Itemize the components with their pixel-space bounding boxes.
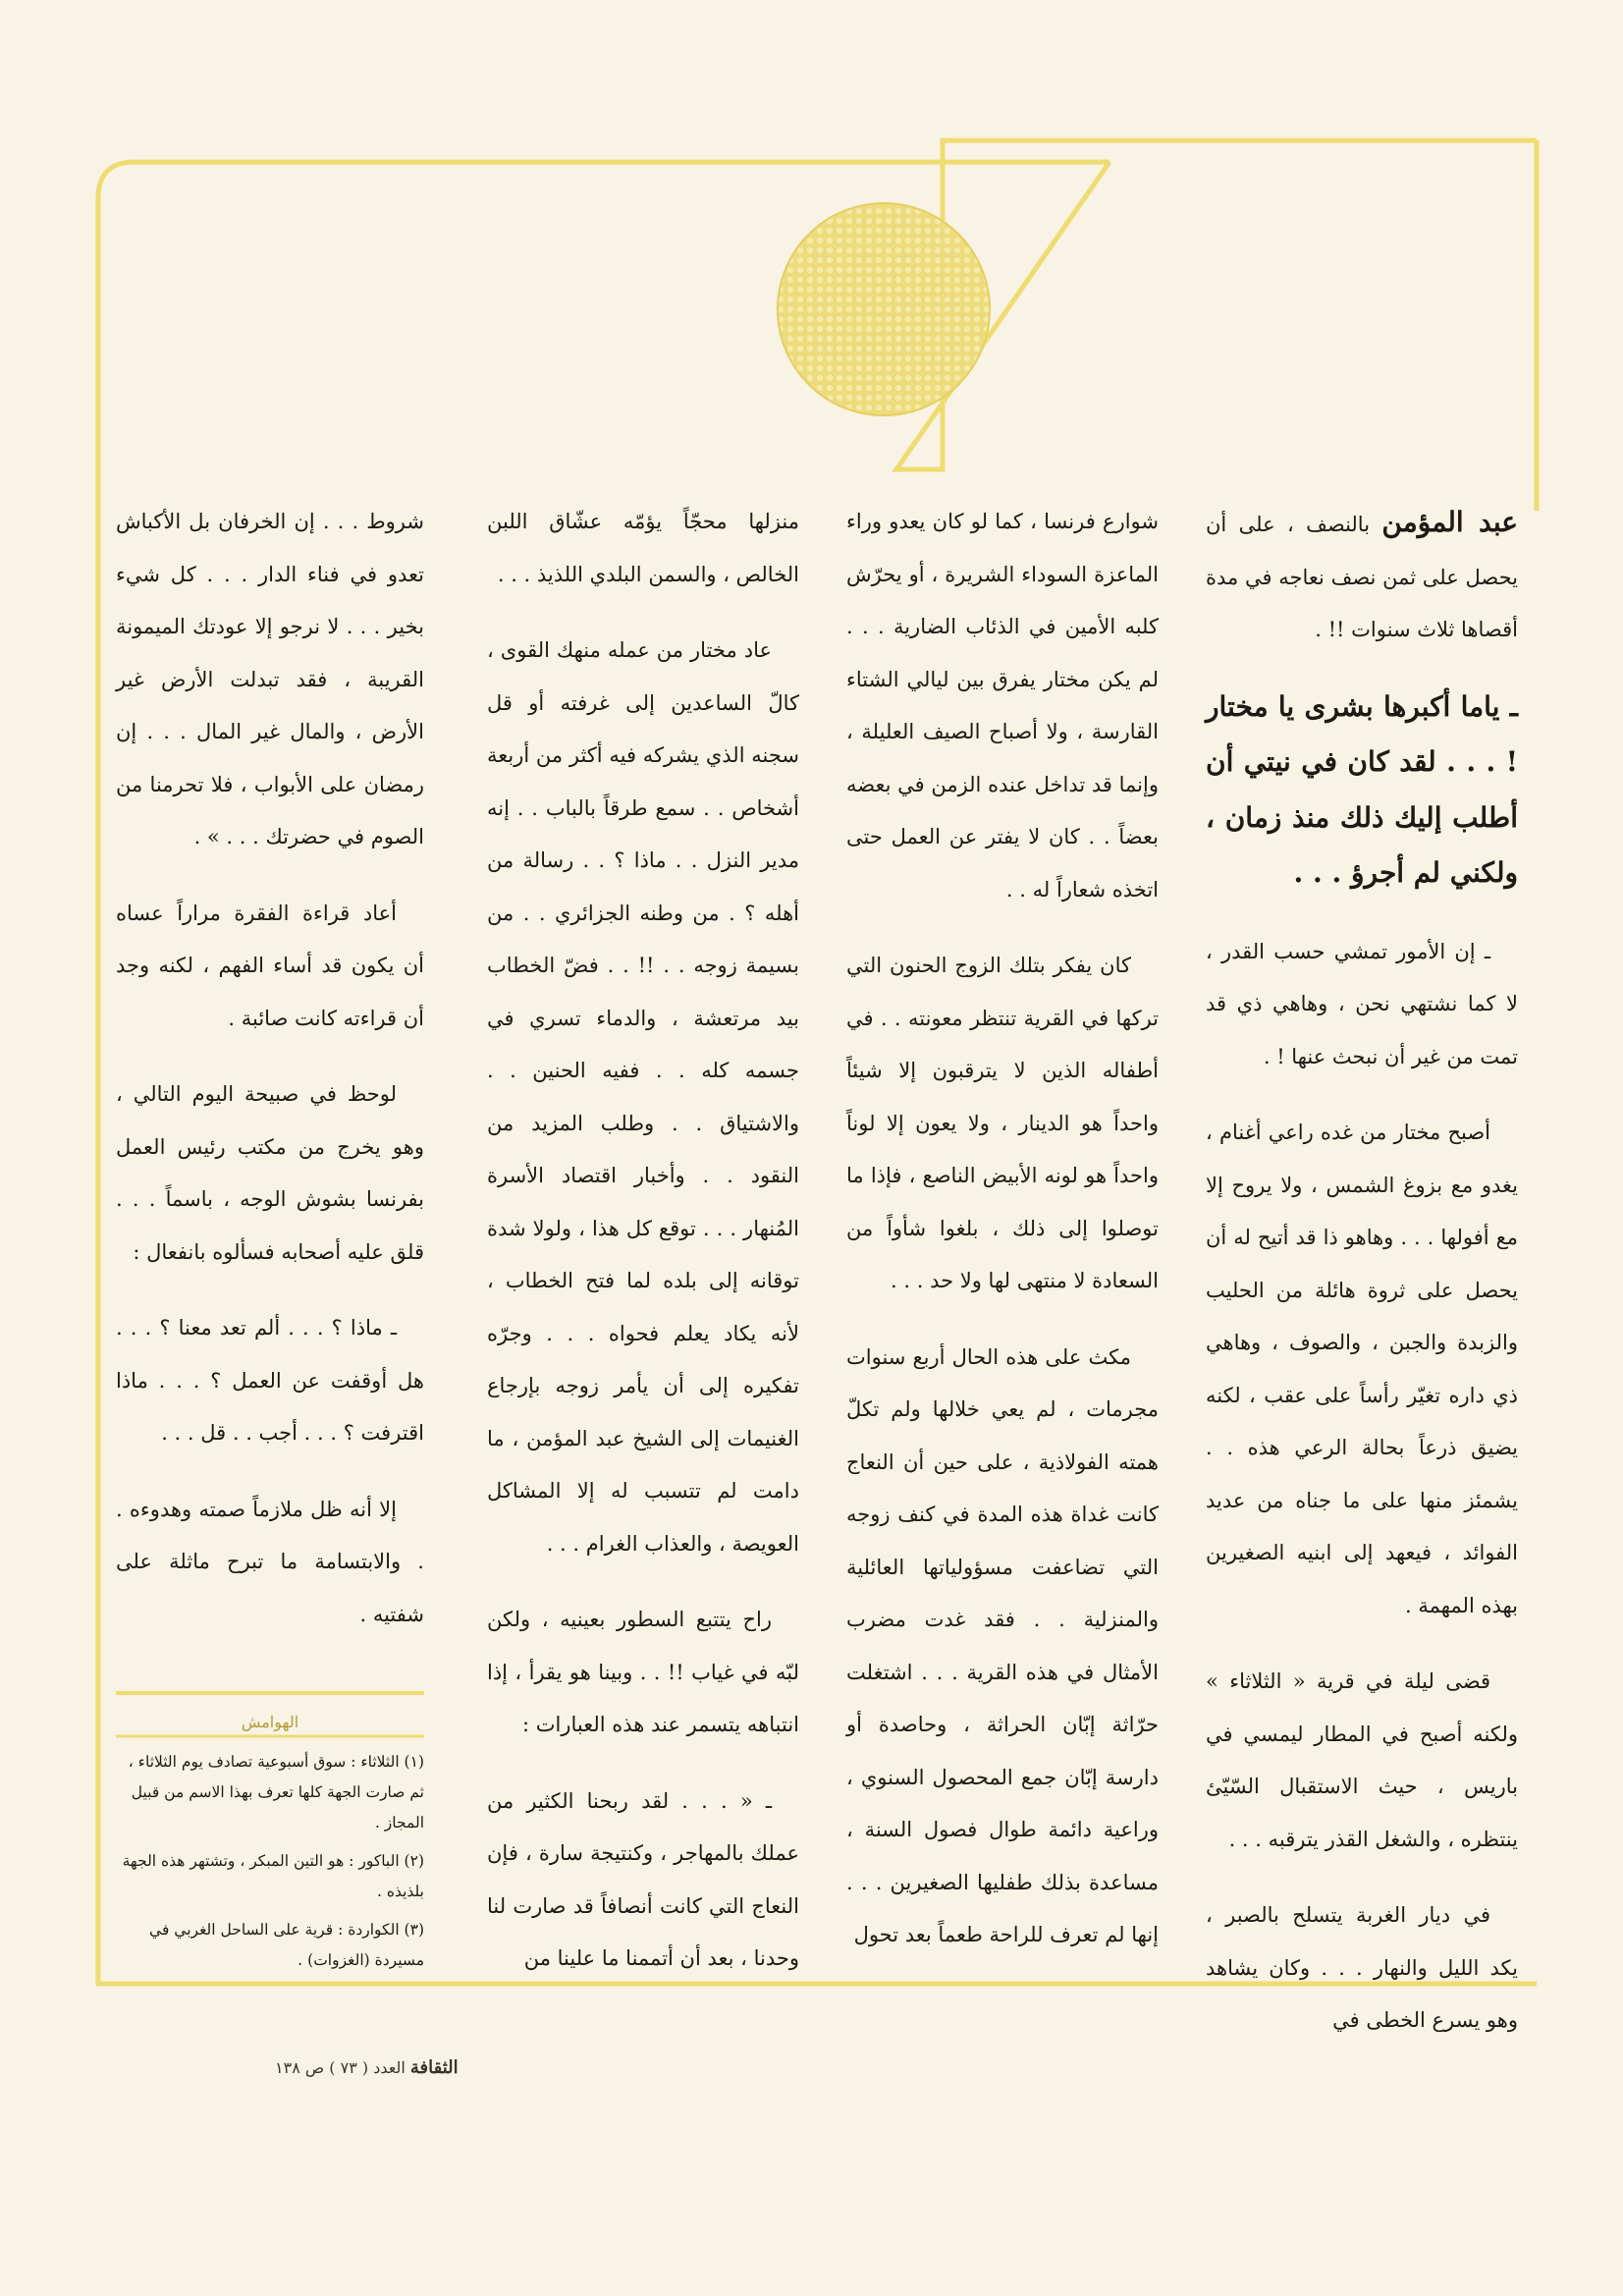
paragraph: منزلها محجّاً يؤمّه عشّاق اللبن الخالص ، والسمن البلدي اللذيذ . . . [487, 510, 799, 586]
paragraph: كان يفكر بتلك الزوج الحنون التي تركها في القرية تنتظر معونته . . في أطفاله الذين لا يترقبون إلا شيئاً واحداً هو الدينار ، ولا يعون إلا لوناً واحداً هو لونه الأبيض الناصع ، فإذا ما توصلوا إلى ذلك ، بلغوا شأواً من السعادة لا منتهى لها ولا حد . . . [846, 954, 1159, 1292]
paragraph: مكث على هذه الحال أربع سنوات مجرمات ، لم يعي خلالها ولم تكلّ همته الفولاذية ، على حين أن النعاج كانت غداة هذه المدة في كنف زوجه التي تضاعفت مسؤولياتها العائلية والمنزلية . . فقد غدت مضرب الأمثال في هذه القرية . . . اشتغلت حرّاثة إبّان الحراثة ، وحاصدة أو دارسة إبّان جمع المحصول السنوي ، وراعية دائمة طوال فصول السنة ، مساعدة بذلك طفليها الصغيرين . . . إنها لم تعرف للراحة طعماً بعد تحول [846, 1344, 1159, 1946]
footnotes [116, 1699, 424, 1984]
magazine-brand: الثقافة [409, 2057, 459, 2078]
paragraph: ـ ماذا ؟ . . . ألم تعد معنا ؟ . . . هل أوقفت عن العمل ؟ . . . ماذا اقترفت ؟ . . . أجب . . قل . . . [116, 1316, 424, 1445]
footnotes-title: الهوامش [241, 1713, 299, 1731]
issue-page-number: العدد ( ٧٣ ) ص ١٣٨ [275, 2058, 406, 2077]
paragraph: شوارع فرنسا ، كما لو كان يعدو وراء الماعزة السوداء الشريرة ، أو يحرّش كلبه الأمين في الذئاب الضارية . . . لم يكن مختار يفرق بين ليالي الشتاء القارسة ، ولا أصباح الصيف العليلة ، وإنما قد تداخل عنده الزمن في بعضه بعضاً . . كان لا يفتر عن العمل حتى اتخذه شعاراً له . . [846, 510, 1159, 902]
paragraph: لوحظ في صبيحة اليوم التالي ، وهو يخرج من مكتب رئيس العمل بفرنسا بشوش الوجه ، باسماً . . . قلق عليه أصحابه فسألوه بانفعال : [116, 1082, 424, 1264]
footnote: (٢) الباكور : هو التين المبكر ، وتشتهر هذه الجهة بلذيذه . [122, 1852, 424, 1900]
paragraph: راح يتتبع السطور بعينيه ، ولكن لبّه في غياب !! . . وبينا هو يقرأ ، إذا انتباهه يتسمر عند هذه العبارات : [487, 1608, 799, 1736]
paragraph: أصبح مختار من غده راعي أغنام ، يغدو مع بزوغ الشمس ، ولا يروح إلا مع أفولها . . . وهاهو ذا قد أتيح له أن يحصل على ثروة هائلة من الحليب والزبدة والجبن ، والصوف ، وهاهي ذي داره تغيّر رأساً على عقب ، لكنه يضيق ذرعاً بحالة الرعي هذه . . يشمئز منها على ما جناه من عديد الفوائد ، فيعهد إلى ابنيه الصغيرين بهذه المهمة . [1206, 1121, 1518, 1617]
text-column-3 [487, 496, 799, 2009]
paragraph: إلا أنه ظل ملازماً صمته وهدوءه . . والابتسامة ما تبرح ماثلة على شفتيه . [116, 1497, 424, 1626]
paragraph: ـ « . . . لقد ربحنا الكثير من عملك بالمهاجر ، وكنتيجة سارة ، فإن النعاج التي كانت أنصافاً قد صارت لنا وحدنا ، بعد أن أتممنا ما علينا من [487, 1788, 799, 1970]
paragraph: قضى ليلة في قرية « الثلاثاء » ولكنه أصبح في المطار ليمسي في باريس ، حيث الاستقبال السّيّئ ينتظره ، والشغل القذر يترقبه . . . [1206, 1669, 1518, 1851]
paragraph: عبد المؤمن بالنصف ، على أن يحصل على ثمن نصف نعاجه في مدة أقصاها ثلاث سنوات !! . [1206, 506, 1518, 641]
paragraph: في ديار الغربة يتسلح بالصبر ، يكد الليل والنهار . . . وكان يشاهد وهو يسرع الخطى في [1206, 1903, 1518, 2032]
paragraph: ـ إن الأمور تمشي حسب القدر ، لا كما نشتهي نحن ، وهاهي ذي قد تمت من غير أن نبحث عنها ! . [1206, 939, 1518, 1068]
text-column-2 [846, 496, 1159, 1986]
footnote: (١) الثلاثاء : سوق أسبوعية تصادف يوم الثلاثاء ، ثم صارت الجهة كلها تعرف بهذا الاسم من قبيل المجاز . [128, 1753, 424, 1831]
paragraph: ـ ياما أكبرها بشرى يا مختار ! . . . لقد كان في نيتي أن أطلب إليك ذلك منذ زمان ، ولكني لم أجرؤ . . . [1206, 689, 1518, 889]
page-footer [275, 2057, 459, 2078]
paragraph: أعاد قراءة الفقرة مراراً عساه أن يكون قد أساء الفهم ، لكنه وجد أن قراءته كانت صائبة . [116, 901, 424, 1030]
paragraph: شروط . . . إن الخرفان بل الأكباش تعدو في فناء الدار . . . كل شيء بخير . . . لا نرجو إلا عودتك الميمونة القريبة ، فقد تبدلت الأرض غير الأرض ، والمال غير المال . . . إن رمضان على الأبواب ، فلا تحرمنا من الصوم في حضرتك . . . » . [116, 510, 424, 848]
text-column-4 [116, 496, 424, 1665]
footnote: (٣) الكواردة : قرية على الساحل الغربي في مسيردة (الغزوات) . [149, 1921, 424, 1969]
paragraph: عاد مختار من عمله منهك القوى ، كالّ الساعدين إلى غرفته أو قل سجنه الذي يشركه فيه أكثر من أربعة أشخاص . . سمع طرقاً بالباب . . إنه مدير النزل . . ماذا ؟ . . رسالة من أهله ؟ . من وطنه الجزائري . . من بسيمة زوجه . . !! . . فضّ الخطاب بيد مرتعشة ، والدماء تسري في جسمه كله . . ففيه الحنين . . والاشتياق . . وطلب المزيد من النقود . . وأخبار اقتصاد الأسرة المُنهار . . . توقع كل هذا ، ولولا شدة توقانه إلى بلده لما فتح الخطاب ، لأنه يكاد يعلم فحواه . . . وجرّه تفكيره إلى أن يأمر زوجه بإرجاع الغنيمات إلى الشيخ عبد المؤمن ، ما دامت لم تتسبب له إلا المشاكل العويصة ، والعذاب الغرام . . . [487, 638, 799, 1556]
text-column-1 [1206, 496, 1518, 2071]
name-highlight: عبد المؤمن [1381, 506, 1518, 538]
